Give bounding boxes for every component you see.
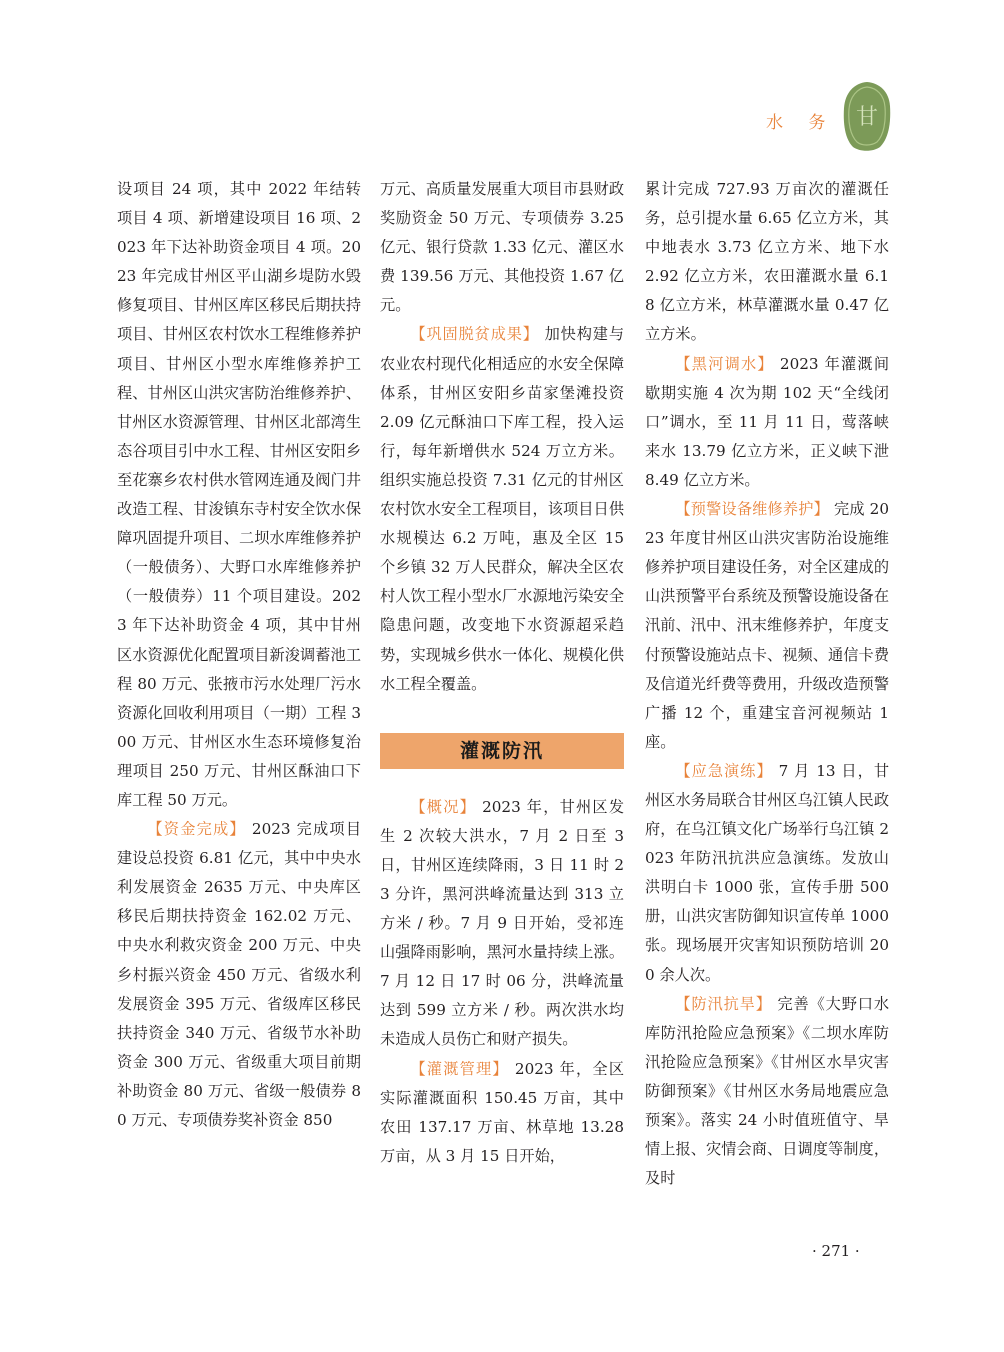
subheading-funds-completed: 【资金完成】 bbox=[147, 820, 246, 839]
subheading-overview: 【概况】 bbox=[410, 797, 477, 816]
seal-stamp-icon bbox=[842, 80, 892, 152]
subheading-emergency-drill: 【应急演练】 bbox=[675, 761, 773, 780]
subheading-heihe-water-transfer: 【黑河调水】 bbox=[675, 354, 774, 373]
column-1 bbox=[117, 175, 361, 1135]
col3-paragraph-1: 累计完成 727.93 万亩次的灌溉任务，总引提水量 6.65 亿立方米，其中地表水 3.73 亿立方米、地下水 2.92 亿立方米，农田灌溉水量 6.18 亿立方米，林草灌溉水量 0.47 亿立方米。 bbox=[645, 180, 889, 344]
col3-paragraph-2-body: 2023 年灌溉间歇期实施 4 次为期 102 天“全线闭口”调水，至 11 月 11 日，莺落峡来水 13.79 亿立方米，正义峡下泄 8.49 亿立方米。 bbox=[645, 354, 890, 489]
col3-paragraph-4-body: 7 月 13 日，甘州区水务局联合甘州区乌江镇人民政府，在乌江镇文化广场举行乌江镇 2023 年防汛抗洪应急演练。发放山洪明白卡 1000 张，宣传手册 500 册，山洪灾害防御知识宣传单 1000 张。现场展开灾害知识预防培训 200 余人次。 bbox=[645, 761, 890, 984]
section-title-irrigation-flood: 灌溉防汛 bbox=[380, 733, 624, 769]
col2-paragraph-3-body: 2023 年，甘州区发生 2 次较大洪水，7 月 2 日至 3 日，甘州区连续降雨，3 日 11 时 23 分许，黑河洪峰流量达到 313 立方米 / 秒。7 月 9 日开始，受祁连山强降雨影响，黑河水量持续上涨。7 月 12 日 17 时 06 分，洪峰流量达到 599 立方米 / 秒。两次洪水均未造成人员伤亡和财产损失。 bbox=[380, 797, 625, 1049]
col1-paragraph-2-body: 2023 完成项目建设总投资 6.81 亿元，其中中央水利发展资金 2635 万元、中央库区移民后期扶持资金 162.02 万元、中央水利救灾资金 200 万元、中央乡村振兴资金 450 万元、省级水利发展资金 395 万元、省级库区移民扶持资金 340 万元、省级节水补助资金 300 万元、省级重大项目前期补助资金 80 万元、省级一般债券 80 万元、专项债券奖补资金 850 bbox=[117, 820, 362, 1129]
col2-paragraph-4-body: 2023 年，全区实际灌溉面积 150.45 万亩，其中农田 137.17 万亩、林草地 13.28 万亩，从 3 月 15 日开始， bbox=[380, 1059, 625, 1165]
col3-paragraph-5 bbox=[645, 990, 889, 1194]
col2-paragraph-2-body: 加快构建与农业农村现代化相适应的水安全保障体系，甘州区安阳乡苗家堡滩投资 2.09 亿元酥油口下库工程，投入运行，每年新增供水 524 万立方米。组织实施总投资 7.31 亿元的甘州区农村饮水安全工程项目，该项目日供水规模达 6.2 万吨，惠及全区 15 个乡镇 32 万人民群众，解决全区农村人饮工程小型水厂水源地污染安全隐患问题，改变地下水资源超采趋势，实现城乡供水一体化、规模化供水工程全覆盖。 bbox=[380, 325, 625, 693]
subheading-irrigation-management: 【灌溉管理】 bbox=[410, 1059, 509, 1078]
col2-paragraph-1: 万元、高质量发展重大项目市县财政奖励资金 50 万元、专项债券 3.25 亿元、银行贷款 1.33 亿元、灌区水费 139.56 万元、其他投资 1.67 亿元。 bbox=[380, 180, 624, 315]
subheading-flood-drought: 【防汛抗旱】 bbox=[675, 994, 772, 1013]
section-header-label: 水 务 bbox=[766, 113, 836, 133]
col2-paragraph-4 bbox=[380, 1055, 624, 1171]
col3-paragraph-3 bbox=[645, 495, 889, 757]
page-number: · 271 · bbox=[812, 1242, 860, 1260]
col3-paragraph-5-body: 完善《大野口水库防汛抢险应急预案》《二坝水库防汛抢险应急预案》《甘州区水旱灾害防御预案》《甘州区水务局地震应急预案》。落实 24 小时值班值守、旱情上报、灾情会商、日调度等制度，及时 bbox=[645, 994, 890, 1188]
column-2 bbox=[380, 175, 624, 1171]
col2-paragraph-3 bbox=[380, 793, 624, 1055]
col3-paragraph-3-body: 完成 2023 年度甘州区山洪灾害防治设施维修养护项目建设任务，对全区建成的山洪预警平台系统及预警设施设备在汛前、汛中、汛末维修养护，年度支付预警设施站点卡、视频、通信卡费及信道光纤费等费用，升级改造预警广播 12 个，重建宝音河视频站 1 座。 bbox=[645, 500, 890, 751]
column-3 bbox=[645, 175, 889, 1193]
seal-glyph: 甘 bbox=[855, 105, 879, 130]
col1-paragraph-2 bbox=[117, 815, 361, 1135]
col3-paragraph-4 bbox=[645, 757, 889, 990]
subheading-warning-equipment: 【预警设备维修养护】 bbox=[675, 500, 829, 519]
col3-paragraph-2 bbox=[645, 350, 889, 495]
subheading-poverty-results: 【巩固脱贫成果】 bbox=[410, 325, 539, 344]
col2-paragraph-2 bbox=[380, 320, 624, 698]
col1-paragraph-1: 设项目 24 项，其中 2022 年结转项目 4 项、新增建设项目 16 项、2023 年下达补助资金项目 4 项。2023 年完成甘州区平山湖乡堤防水毁修复项目、甘州区库区移民后期扶持项目、甘州区农村饮水工程维修养护项目、甘州区小型水库维修养护工程、甘州区山洪灾害防治维修养护、甘州区水资源管理、甘州区北部湾生态谷项目引中水工程、甘州区安阳乡至花寨乡农村供水管网连通及阀门井改造工程、甘浚镇东寺村安全饮水保障巩固提升项目、二坝水库维修养护（一般债务）、大野口水库维修养护（一般债券）11 个项目建设。2023 年下达补助资金 4 项，其中甘州区水资源优化配置项目新浚调蓄池工程 80 万元、张掖市污水处理厂污水资源化回收利用项目（一期）工程 300 万元、甘州区水生态环境修复治理项目 250 万元、甘州区酥油口下库工程 50 万元。 bbox=[117, 180, 361, 809]
